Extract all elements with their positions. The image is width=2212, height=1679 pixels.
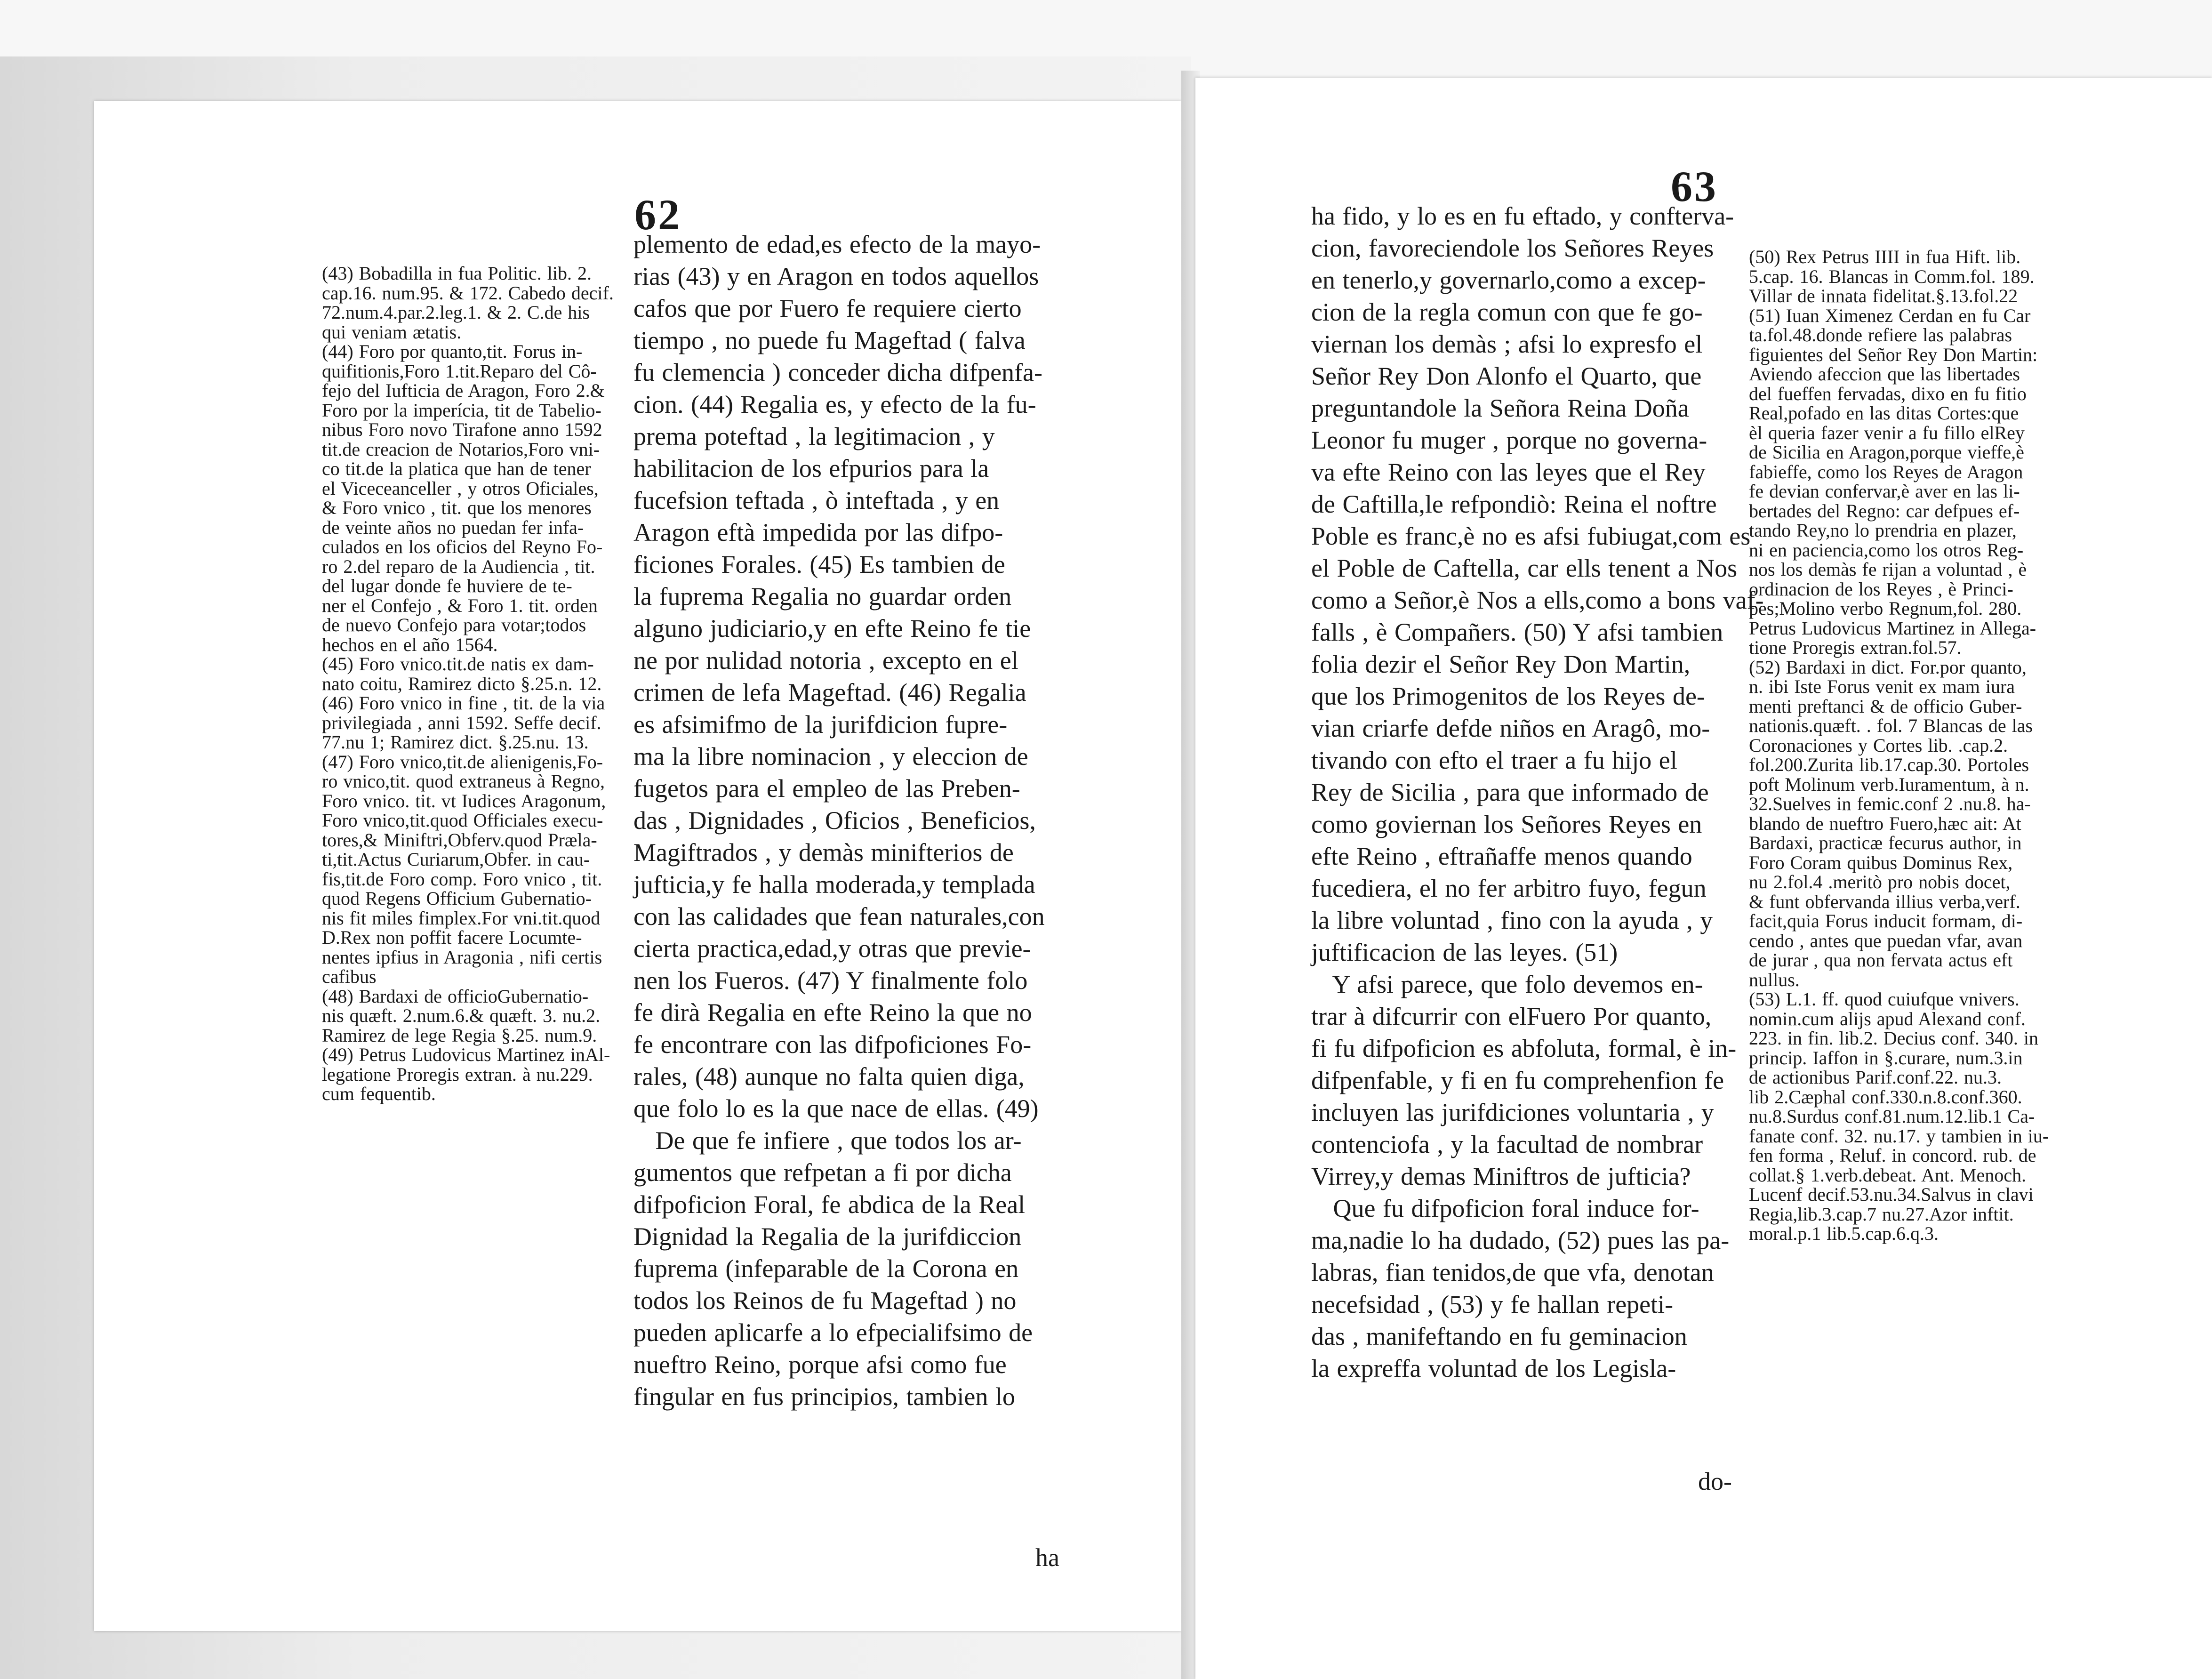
right-main-text — [1311, 200, 1764, 1384]
text-line: trar à difcurrir con elFuero Por quanto, — [1311, 1002, 1712, 1030]
text-line: fe encontrare con las difpoficiones Fo- — [633, 1030, 1032, 1059]
margin-note-line: tit.de creacion de Notarios,Foro vni- — [322, 438, 600, 460]
margin-note-line: nu 2.fol.4 .meritò pro nobis docet, — [1749, 871, 2011, 892]
text-line: rias (43) y en Aragon en todos aquellos — [633, 262, 1039, 290]
text-line: das , Dignidades , Oficios , Beneficios, — [633, 806, 1036, 835]
margin-note-line: 32.Suelves in femic.conf 2 .nu.8. ha- — [1749, 793, 2031, 814]
margin-note-line: 223. in fin. lib.2. Decius conf. 340. in — [1749, 1028, 2039, 1049]
margin-note-line: (47) Foro vnico,tit.de alienigenis,Fo- — [322, 751, 603, 772]
margin-note-line: Lucenf decif.53.nu.34.Salvus in clavi — [1749, 1184, 2034, 1205]
margin-note-line: princip. Iaffon in §.curare, num.3.in — [1749, 1047, 2023, 1068]
margin-note-line: poft Molinum verb.Iuramentum, à n. — [1749, 773, 2029, 795]
margin-note-line: fabieffe, como los Reyes de Aragon — [1749, 461, 2023, 482]
text-line: vian criarfe defde niños en Aragô, mo- — [1311, 714, 1710, 742]
margin-note-line: (50) Rex Petrus IIII in fua Hift. lib. — [1749, 246, 2021, 267]
text-line: Aragon eftà impedida por las difpo- — [633, 518, 1003, 546]
text-line: Señor Rey Don Alonfo el Quarto, que — [1311, 362, 1702, 390]
margin-note-line: collat.§ 1.verb.debeat. Ant. Menoch. — [1749, 1164, 2027, 1186]
margin-note-line: Bardaxi, practicæ fecurus author, in — [1749, 832, 2022, 853]
margin-note-line: (53) L.1. ff. quod cuiufque vnivers. — [1749, 988, 2020, 1010]
text-line: efte Reino , eftrañaffe menos quando — [1311, 842, 1692, 870]
margin-note-line: ro vnico,tit. quod extraneus à Regno, — [322, 771, 605, 792]
margin-note-line: Petrus Ludovicus Martinez in Allega- — [1749, 617, 2036, 639]
margin-note-line: fanate conf. 32. nu.17. y tambien in iu- — [1749, 1125, 2049, 1147]
text-line: Que fu difpoficion foral induce for- — [1311, 1194, 1699, 1222]
margin-note-line: (45) Foro vnico.tit.de natis ex dam- — [322, 653, 594, 675]
margin-note-line: cendo , antes que puedan vfar, avan — [1749, 930, 2023, 951]
text-line: que folo lo es la que nace de ellas. (49) — [633, 1094, 1039, 1123]
margin-note-line: (52) Bardaxi in dict. For.por quanto, — [1749, 656, 2027, 678]
page-number-right: 63 — [1671, 162, 1718, 210]
margin-note-line: pes;Molino verbo Regnum,fol. 280. — [1749, 598, 2022, 619]
margin-note-line: nos los demàs fe rijan a voluntad , è — [1749, 559, 2027, 580]
text-line: cafos que por Fuero fe requiere cierto — [633, 294, 1022, 322]
text-line: fuprema (infeparable de la Corona en — [633, 1254, 1019, 1283]
margin-note-line: Ramirez de lege Regia §.25. num.9. — [322, 1024, 597, 1046]
margin-note-line: (51) Iuan Ximenez Cerdan en fu Car — [1749, 305, 2031, 326]
right-page — [1195, 78, 2212, 1679]
margin-note-line: fis,tit.de Foro comp. Foro vnico , tit. — [322, 868, 602, 890]
margin-note-line: nis quæft. 2.num.6.& quæft. 3. nu.2. — [322, 1005, 601, 1026]
text-line: que los Primogenitos de los Reyes de- — [1311, 682, 1705, 710]
margin-note-line: fe devian confervar,è aver en las li- — [1749, 481, 2020, 502]
margin-note-line: blando de nueftro Fuero,hæc ait: At — [1749, 812, 2021, 834]
margin-note-line: qui veniam ætatis. — [322, 321, 462, 343]
text-line: fu clemencia ) conceder dicha difpenfa- — [633, 358, 1042, 386]
text-line: fingular en fus principios, tambien lo — [633, 1382, 1015, 1411]
text-line: Poble es franc,è no es afsi fubiugat,com es — [1311, 522, 1751, 550]
text-line: cion, favoreciendole los Señores Reyes — [1311, 234, 1714, 262]
text-line: viernan los demàs ; afsi lo expresfo el — [1311, 330, 1703, 358]
margin-note-line: ni en paciencia,como los otros Reg- — [1749, 539, 2024, 561]
text-line: cion. (44) Regalia es, y efecto de la fu- — [633, 390, 1036, 418]
text-line: alguno judiciario,y en efte Reino fe tie — [633, 614, 1031, 643]
text-line: habilitacion de los efpurios para la — [633, 454, 989, 482]
text-line: pueden aplicarfe a lo efpecialifsimo de — [633, 1318, 1033, 1347]
text-line: fucefsion teftada , ò inteftada , y en — [633, 486, 1000, 514]
text-line: Dignidad la Regalia de la jurifdiccion — [633, 1222, 1022, 1251]
text-line: ficiones Forales. (45) Es tambien de — [633, 550, 1005, 578]
text-line: De que fe infiere , que todos los ar- — [633, 1126, 1022, 1155]
margin-note-line: nullus. — [1749, 969, 1800, 990]
margin-note-line: Foro vnico,tit.quod Officiales execu- — [322, 810, 603, 831]
text-line: todos los Reinos de fu Mageftad ) no — [633, 1286, 1017, 1315]
text-line: das , manifeftando en fu geminacion — [1311, 1322, 1687, 1350]
text-line: plemento de edad,es efecto de la mayo- — [633, 230, 1041, 258]
left-catchword: ha — [1035, 1543, 1059, 1572]
text-line: juftificacion de las leyes. (51) — [1311, 938, 1618, 966]
text-line: labras, fian tenidos,de que vfa, denotan — [1311, 1258, 1714, 1286]
text-line: preguntandole la Señora Reina Doña — [1311, 394, 1689, 422]
margin-note-line: tando Rey,no lo prendria en plazer, — [1749, 520, 2017, 541]
margin-note-line: de veinte años no puedan fer infa- — [322, 516, 584, 538]
text-line: cion de la regla comun con que fe go- — [1311, 298, 1703, 326]
text-line: ma,nadie lo ha dudado, (52) pues las pa- — [1311, 1226, 1730, 1254]
text-line: ma la libre nominacion , y eleccion de — [633, 742, 1028, 771]
text-line: de Caftilla,le refpondiò: Reina el noftre — [1311, 490, 1717, 518]
text-line: tiempo , no puede fu Mageftad ( falva — [633, 326, 1026, 354]
text-line: el Poble de Caftella, car ells tenent a Nos — [1311, 554, 1738, 582]
text-line: en tenerlo,y governarlo,como a excep- — [1311, 266, 1706, 294]
margin-note-line: n. ibi Iste Forus venit ex mam iura — [1749, 676, 2015, 697]
margin-note-line: facit,quia Forus inducit formam, di- — [1749, 910, 2023, 932]
margin-note-line: Coronaciones y Cortes lib. .cap.2. — [1749, 734, 2008, 756]
margin-note-line: nibus Foro novo Tirafone anno 1592 — [322, 419, 602, 440]
margin-note-line: (46) Foro vnico in fine , tit. de la via — [322, 692, 605, 714]
margin-note-line: privilegiada , anni 1592. Seffe decif. — [322, 712, 601, 733]
text-line: tivando con efto el traer a fu hijo el — [1311, 746, 1677, 774]
text-line: difpoficion Foral, fe abdica de la Real — [633, 1190, 1026, 1219]
text-line: difpenfable, y fi en fu comprehenfion fe — [1311, 1066, 1724, 1094]
margin-note-line: fol.200.Zurita lib.17.cap.30. Portoles — [1749, 754, 2029, 775]
text-line: incluyen las jurifdiciones voluntaria , y — [1311, 1098, 1714, 1126]
text-line: fugetos para el empleo de las Preben- — [633, 774, 1020, 803]
margin-note-line: hechos en el año 1564. — [322, 634, 498, 655]
text-line: ha fido, y lo es en fu eftado, y confterva- — [1311, 202, 1734, 230]
margin-note-line: Foro Coram quibus Dominus Rex, — [1749, 852, 2013, 873]
margin-note-line: (43) Bobadilla in fua Politic. lib. 2. — [322, 263, 592, 284]
text-line: Rey de Sicilia , para que informado de — [1311, 778, 1709, 806]
margin-note-line: nato coitu, Ramirez dicto §.25.n. 12. — [322, 673, 602, 694]
margin-note-line: culados en los oficios del Reyno Fo- — [322, 536, 603, 557]
margin-note-line: figuientes del Señor Rey Don Martin: — [1749, 344, 2038, 365]
text-line: va efte Reino con las leyes que el Rey — [1311, 458, 1706, 486]
margin-note-line: de nuevo Confejo para votar;todos — [322, 614, 586, 635]
margin-note-line: legatione Proregis extran. à nu.229. — [322, 1063, 593, 1085]
margin-note-line: menti preftanci & de officio Guber- — [1749, 695, 2022, 717]
margin-note-line: el Viceceanceller , y otros Oficiales, — [322, 477, 599, 499]
margin-note-line: nentes ipfius in Aragonia , nifi certis — [322, 946, 602, 968]
text-line: nen los Fueros. (47) Y finalmente folo — [633, 966, 1028, 995]
right-margin-notes — [1749, 247, 2049, 1244]
margin-note-line: nomin.cum alijs apud Alexand conf. — [1749, 1008, 2026, 1029]
margin-note-line: tione Proregis extran.fol.57. — [1749, 637, 1962, 658]
text-line: Virrey,y demas Miniftros de jufticia? — [1311, 1162, 1691, 1190]
left-main-text — [633, 228, 1045, 1413]
margin-note-line: èl queria fazer venir a fu fillo elRey — [1749, 422, 2025, 443]
text-line: es afsimifmo de la jurifdicion fupre- — [633, 710, 1008, 739]
text-line: la libre voluntad , fino con la ayuda , y — [1311, 906, 1713, 934]
margin-note-line: del fueffen fervadas, dixo en fu fitio — [1749, 383, 2027, 404]
text-line: ne por nulidad notoria , excepto en el — [633, 646, 1018, 675]
text-line: crimen de lefa Mageftad. (46) Regalia — [633, 678, 1026, 707]
text-line: la expreffa voluntad de los Legisla- — [1311, 1354, 1676, 1382]
text-line: fucediera, el no fer arbitro fuyo, fegun — [1311, 874, 1707, 902]
text-line: gumentos que refpetan a fi por dicha — [633, 1158, 1012, 1187]
margin-note-line: de actionibus Parif.conf.22. nu.3. — [1749, 1067, 2002, 1088]
margin-note-line: cafibus — [322, 966, 377, 987]
left-page — [94, 101, 1181, 1631]
margin-note-line: (44) Foro por quanto,tit. Forus in- — [322, 341, 583, 362]
text-line: jufticia,y fe halla moderada,y templada — [633, 870, 1035, 899]
margin-note-line: fejo del Iufticia de Aragon, Foro 2.& — [322, 380, 605, 401]
margin-note-line: de Sicilia en Aragon,porque vieffe,è — [1749, 442, 2024, 463]
text-line: nueftro Reino, porque afsi como fue — [633, 1350, 1007, 1379]
margin-note-line: Aviendo afeccion que las libertades — [1749, 363, 2020, 385]
text-line: rales, (48) aunque no falta quien diga, — [633, 1062, 1025, 1091]
margin-note-line: nu.8.Surdus conf.81.num.12.lib.1 Ca- — [1749, 1106, 2035, 1127]
margin-note-line: ner el Confejo , & Foro 1. tit. orden — [322, 594, 598, 616]
text-line: falls , è Compañers. (50) Y afsi tambien — [1311, 618, 1723, 646]
text-line: como goviernan los Señores Reyes en — [1311, 810, 1702, 838]
margin-note-line: Foro vnico. tit. vt Iudices Aragonum, — [322, 790, 606, 811]
margin-note-line: (49) Petrus Ludovicus Martinez inAl- — [322, 1044, 610, 1065]
margin-note-line: quifitionis,Foro 1.tit.Reparo del Cô- — [322, 360, 597, 382]
margin-note-line: nationis.quæft. . fol. 7 Blancas de las — [1749, 715, 2033, 736]
margin-note-line: ta.fol.48.donde refiere las palabras — [1749, 324, 2012, 345]
text-line: fe dirà Regalia en efte Reino la que no — [633, 998, 1032, 1027]
text-line: Y afsi parece, que folo devemos en- — [1311, 970, 1703, 998]
page-number-left: 62 — [634, 191, 681, 239]
text-line: fi fu difpoficion es abfoluta, formal, è in- — [1311, 1034, 1737, 1062]
margin-note-line: Villar de innata fidelitat.§.13.fol.22 — [1749, 285, 2018, 306]
left-margin-notes — [322, 264, 614, 1104]
margin-note-line: D.Rex non poffit facere Locumte- — [322, 927, 582, 948]
margin-note-line: cum fequentib. — [322, 1083, 436, 1104]
margin-note-line: & funt obfervanda illius verba,verf. — [1749, 891, 2020, 912]
margin-note-line: Real,pofado en las ditas Cortes:que — [1749, 402, 2019, 424]
text-line: como a Señor,è Nos a ells,como a bons vaf- — [1311, 586, 1764, 614]
margin-note-line: del lugar donde fe huviere de te- — [322, 575, 572, 596]
margin-note-line: 72.num.4.par.2.leg.1. & 2. C.de his — [322, 302, 590, 323]
text-line: Magiftrados , y demàs minifterios de — [633, 838, 1014, 867]
margin-note-line: & Foro vnico , tit. que los menores — [322, 497, 592, 518]
text-line: Leonor fu muger , porque no governa- — [1311, 426, 1707, 454]
margin-note-line: ro 2.del reparo de la Audiencia , tit. — [322, 555, 595, 577]
text-line: contenciofa , y la facultad de nombrar — [1311, 1130, 1703, 1158]
text-line: con las calidades que fean naturales,con — [633, 902, 1045, 931]
margin-note-line: Foro por la imperícia, tit de Tabelio- — [322, 399, 601, 421]
margin-note-line: fen forma , Reluf. in concord. rub. de — [1749, 1145, 2036, 1166]
margin-note-line: (48) Bardaxi de officioGubernatio- — [322, 985, 589, 1007]
margin-note-line: moral.p.1 lib.5.cap.6.q.3. — [1749, 1223, 1939, 1244]
margin-note-line: de jurar , qua non fervata actus eft — [1749, 949, 2013, 971]
margin-note-line: lib 2.Cæphal conf.330.n.8.conf.360. — [1749, 1086, 2022, 1108]
right-catchword: do- — [1698, 1467, 1732, 1495]
text-line: prema poteftad , la legitimacion , y — [633, 422, 995, 450]
text-line: cierta practica,edad,y otras que previe- — [633, 934, 1031, 963]
margin-note-line: bertades del Regno: car defpues ef- — [1749, 500, 2020, 522]
margin-note-line: Regia,lib.3.cap.7 nu.27.Azor inftit. — [1749, 1203, 2014, 1225]
margin-note-line: co tit.de la platica que han de tener — [322, 458, 591, 479]
margin-note-line: cap.16. num.95. & 172. Cabedo decif. — [322, 282, 614, 304]
margin-note-line: nis fit miles fimplex.For vni.tit.quod — [322, 907, 601, 929]
margin-note-line: tores,& Miniftri,Obferv.quod Præla- — [322, 829, 597, 851]
text-line: la fuprema Regalia no guardar orden — [633, 582, 1012, 611]
margin-note-line: ti,tit.Actus Curiarum,Obfer. in cau- — [322, 849, 590, 870]
text-line: necefsidad , (53) y fe hallan repeti- — [1311, 1290, 1674, 1318]
margin-note-line: quod Regens Officium Gubernatio- — [322, 888, 592, 909]
margin-note-line: 5.cap. 16. Blancas in Comm.fol. 189. — [1749, 265, 2035, 287]
margin-note-line: 77.nu 1; Ramirez dict. §.25.nu. 13. — [322, 731, 589, 753]
text-line: folia dezir el Señor Rey Don Martin, — [1311, 650, 1691, 678]
margin-note-line: ordinacion de los Reyes , è Princi- — [1749, 578, 2013, 600]
